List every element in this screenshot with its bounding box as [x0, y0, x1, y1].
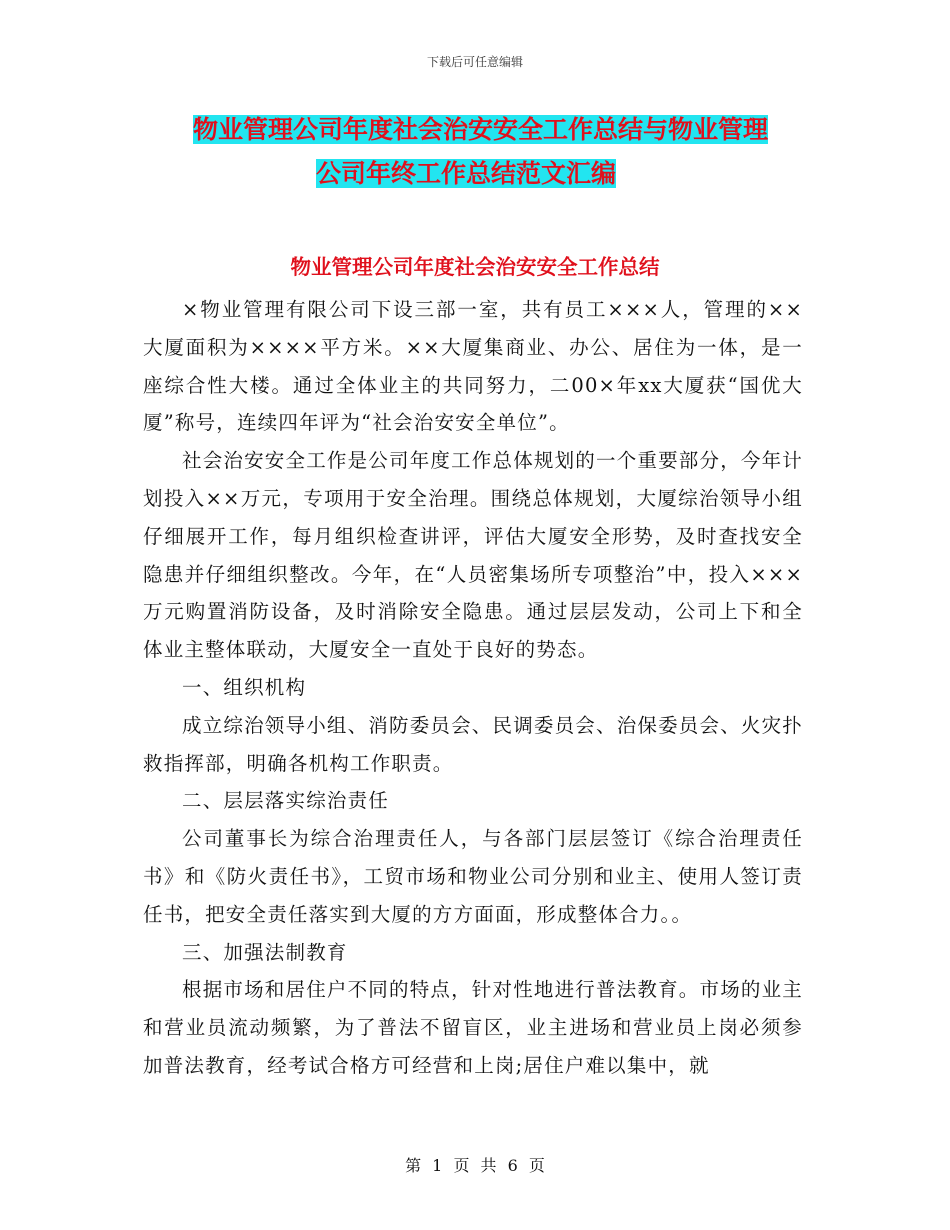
paragraph-legal-education: 根据市场和居住户不同的特点，针对性地进行普法教育。市场的业主和营业员流动频繁，为了普法不留盲区，业主进场和营业员上岗必须参加普法教育，经考试合格方可经营和上岗;居住户难以集中，就 [143, 978, 804, 1077]
document-title-line-1 [193, 115, 813, 145]
section-title: 物业管理公司年度社会治安安全工作总结 [290, 255, 660, 279]
header-note: 下载后可任意编辑 [426, 55, 523, 69]
heading-responsibility: 二、层层落实综治责任 [182, 789, 390, 813]
paragraph-overview: 社会治安安全工作是公司年度工作总体规划的一个重要部分，今年计划投入××万元，专项用于安全治理。围绕总体规划，大厦综治领导小组仔细展开工作，每月组织检查讲评，评估大厦安全形势，及时查找安全隐患并仔细组织整改。今年，在“人员密集场所专项整治”中，投入×××万元购置消防设备，及时消除安全隐患。通过层层发动，公司上下和全体业主整体联动，大厦安全一直处于良好的势态。 [143, 449, 804, 662]
heading-legal-education: 三、加强法制教育 [182, 940, 348, 964]
heading-organization: 一、组织机构 [182, 675, 307, 699]
paragraph-organization: 成立综治领导小组、消防委员会、民调委员会、治保委员会、火灾扑救指挥部，明确各机构工作职责。 [143, 713, 804, 775]
paragraph-responsibility: 公司董事长为综合治理责任人，与各部门层层签订《综合治理责任书》和《防火责任书》，工贸市场和物业公司分别和业主、使用人签订责任书，把安全责任落实到大厦的方方面面，形成整体合力。。 [143, 827, 803, 926]
title-highlight-2: 公司年终工作总结范文汇编 [316, 159, 617, 188]
title-highlight-1: 物业管理公司年度社会治安安全工作总结与物业管理 [193, 115, 769, 144]
page-number-footer: 第 1 页 共 6 页 [405, 1156, 545, 1175]
paragraph-intro: ×物业管理有限公司下设三部一室，共有员工×××人，管理的××大厦面积为××××平方米。××大厦集商业、办公、居住为一体，是一座综合性大楼。通过全体业主的共同努力，二00×年xx大厦获“国优大厦”称号，连续四年评为“社会治安安全单位”。 [143, 298, 803, 435]
body-text [143, 291, 803, 1085]
document-title-line-2 [316, 159, 936, 189]
